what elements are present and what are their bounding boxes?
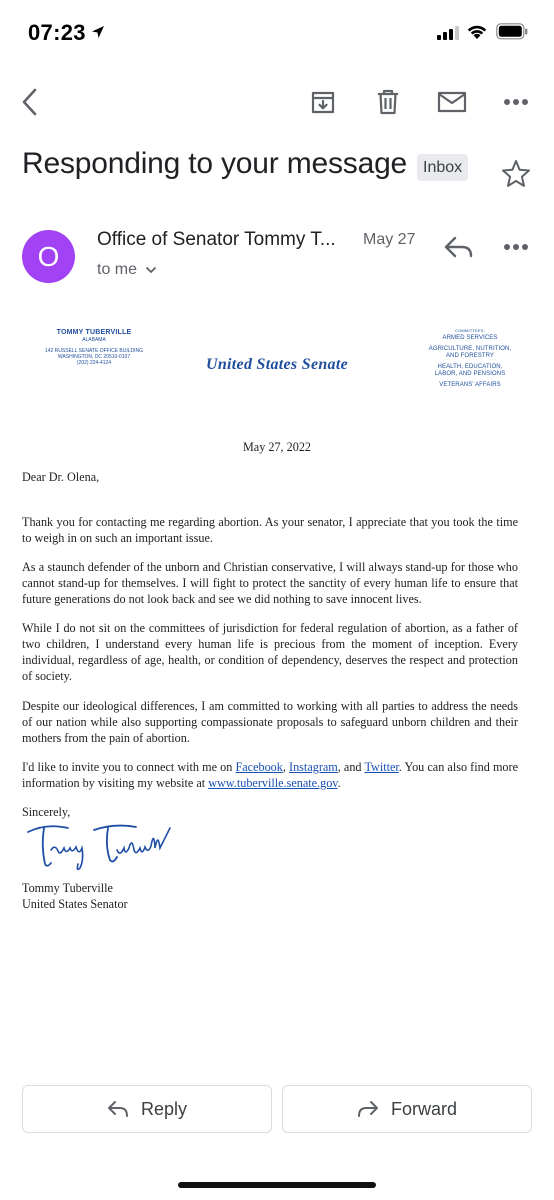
sender-avatar[interactable]: O (22, 230, 75, 283)
letterhead-address-1: 142 RUSSELL SENATE OFFICE BUILDING (44, 348, 144, 354)
committee-help-2: LABOR, AND PENSIONS (434, 371, 506, 377)
status-bar (0, 0, 554, 66)
mail-icon (437, 90, 467, 114)
more-options-button[interactable] (494, 80, 538, 124)
email-date: May 27 (363, 231, 416, 248)
committee-agriculture-2: AND FORESTRY (445, 353, 495, 359)
sender-name[interactable]: Office of Senator Tommy T... (97, 229, 336, 250)
cellular-signal-icon (437, 26, 461, 45)
reply-button-label: Reply (140, 1098, 188, 1119)
recipient-label: to me (97, 261, 138, 278)
letter-date: May 27, 2022 (242, 440, 312, 454)
letter-greeting: Dear Dr. Olena, (22, 470, 100, 484)
letterhead-title: United States Senate (206, 356, 349, 373)
signatory-title: United States Senator (22, 897, 128, 911)
letter-paragraph-3: While I do not sit on the committees of jurisdiction for federal regulation of abortion, as a father of two children, I understand every human life is precious from the moment of inception. Every individual, regardless of age, health, or condition of dependency, deserves the respect and protection of society. (22, 621, 518, 683)
home-indicator[interactable] (178, 1182, 376, 1188)
reply-icon (440, 228, 478, 266)
star-button[interactable] (498, 156, 534, 192)
inbox-label-badge[interactable]: Inbox (417, 154, 468, 181)
chevron-down-icon (145, 266, 157, 274)
reply-icon-button[interactable] (440, 228, 478, 266)
back-button[interactable] (8, 80, 52, 124)
letter-paragraph-1: Thank you for contacting me regarding abortion. As your senator, I appreciate that you took the time to weigh in on such an important issue. (22, 515, 518, 545)
committee-agriculture: AGRICULTURE, NUTRITION, (428, 346, 512, 352)
delete-button[interactable] (366, 80, 410, 124)
committee-help: HEALTH, EDUCATION, (437, 364, 503, 370)
letter-paragraph-4: Despite our ideological differences, I am committed to working with all parties to address the needs of our nation while also supporting compassionate proposals to safeguard unborn children and their mothers from the pain of abortion. (22, 699, 518, 745)
message-more-button[interactable] (497, 228, 535, 266)
forward-button[interactable] (282, 1085, 532, 1133)
email-toolbar (0, 80, 554, 124)
committee-armed-services: ARMED SERVICES (442, 335, 498, 341)
p5-text-c: , and (337, 760, 365, 774)
letterhead-phone: (202) 224-4124 (76, 360, 112, 366)
letter-paragraph-5 (22, 759, 518, 791)
p5-text-a: I'd like to invite you to connect with me on (22, 760, 236, 774)
letterhead-name: TOMMY TUBERVILLE (56, 329, 132, 336)
battery-icon (496, 23, 528, 45)
archive-icon (309, 88, 337, 116)
more-horizontal-icon (503, 98, 529, 106)
handwritten-signature (24, 820, 174, 877)
forward-button-label: Forward (390, 1098, 457, 1119)
p5-text-b: , (282, 760, 290, 774)
reply-icon (107, 1100, 129, 1118)
letter-paragraph-2: As a staunch defender of the unborn and Christian conservative, I will always stand-up for those who cannot stand-up for themselves. I will fight to protect the sanctity of every human life to ensure that future generations do not look back and see we did nothing to save innocent lives. (22, 560, 518, 606)
twitter-link[interactable]: Twitter (364, 760, 399, 774)
p5-text-e: . (337, 776, 341, 790)
instagram-link[interactable]: Instagram (289, 760, 338, 774)
letterhead-senator-info (28, 329, 160, 366)
letterhead-address-2: WASHINGTON, DC 20510-0107 (57, 354, 131, 360)
archive-button[interactable] (301, 80, 345, 124)
recipient-details-toggle[interactable] (97, 261, 157, 279)
location-arrow-icon (90, 24, 106, 45)
email-subject: Responding to your message (22, 147, 408, 180)
committees-heading: COMMITTEES: (455, 328, 485, 333)
wifi-icon (466, 24, 488, 45)
mark-unread-button[interactable] (430, 80, 474, 124)
forward-icon (357, 1100, 379, 1118)
p5-text-d: . You can also find more information by visiting my website at (22, 760, 518, 790)
letter-closing: Sincerely, (22, 805, 71, 819)
reply-button[interactable] (22, 1085, 272, 1133)
letterhead-state: ALABAMA (82, 337, 106, 343)
letterhead-committees (426, 327, 514, 393)
more-horizontal-icon (497, 228, 535, 266)
committee-veterans: VETERANS' AFFAIRS (439, 382, 501, 388)
status-time: 07:23 (28, 20, 86, 45)
website-link[interactable]: www.tuberville.senate.gov (208, 776, 338, 790)
arrow-left-icon (18, 87, 42, 117)
signatory-name: Tommy Tuberville (22, 881, 113, 895)
trash-icon (375, 88, 401, 116)
star-icon (498, 156, 534, 192)
facebook-link[interactable]: Facebook (235, 760, 283, 774)
